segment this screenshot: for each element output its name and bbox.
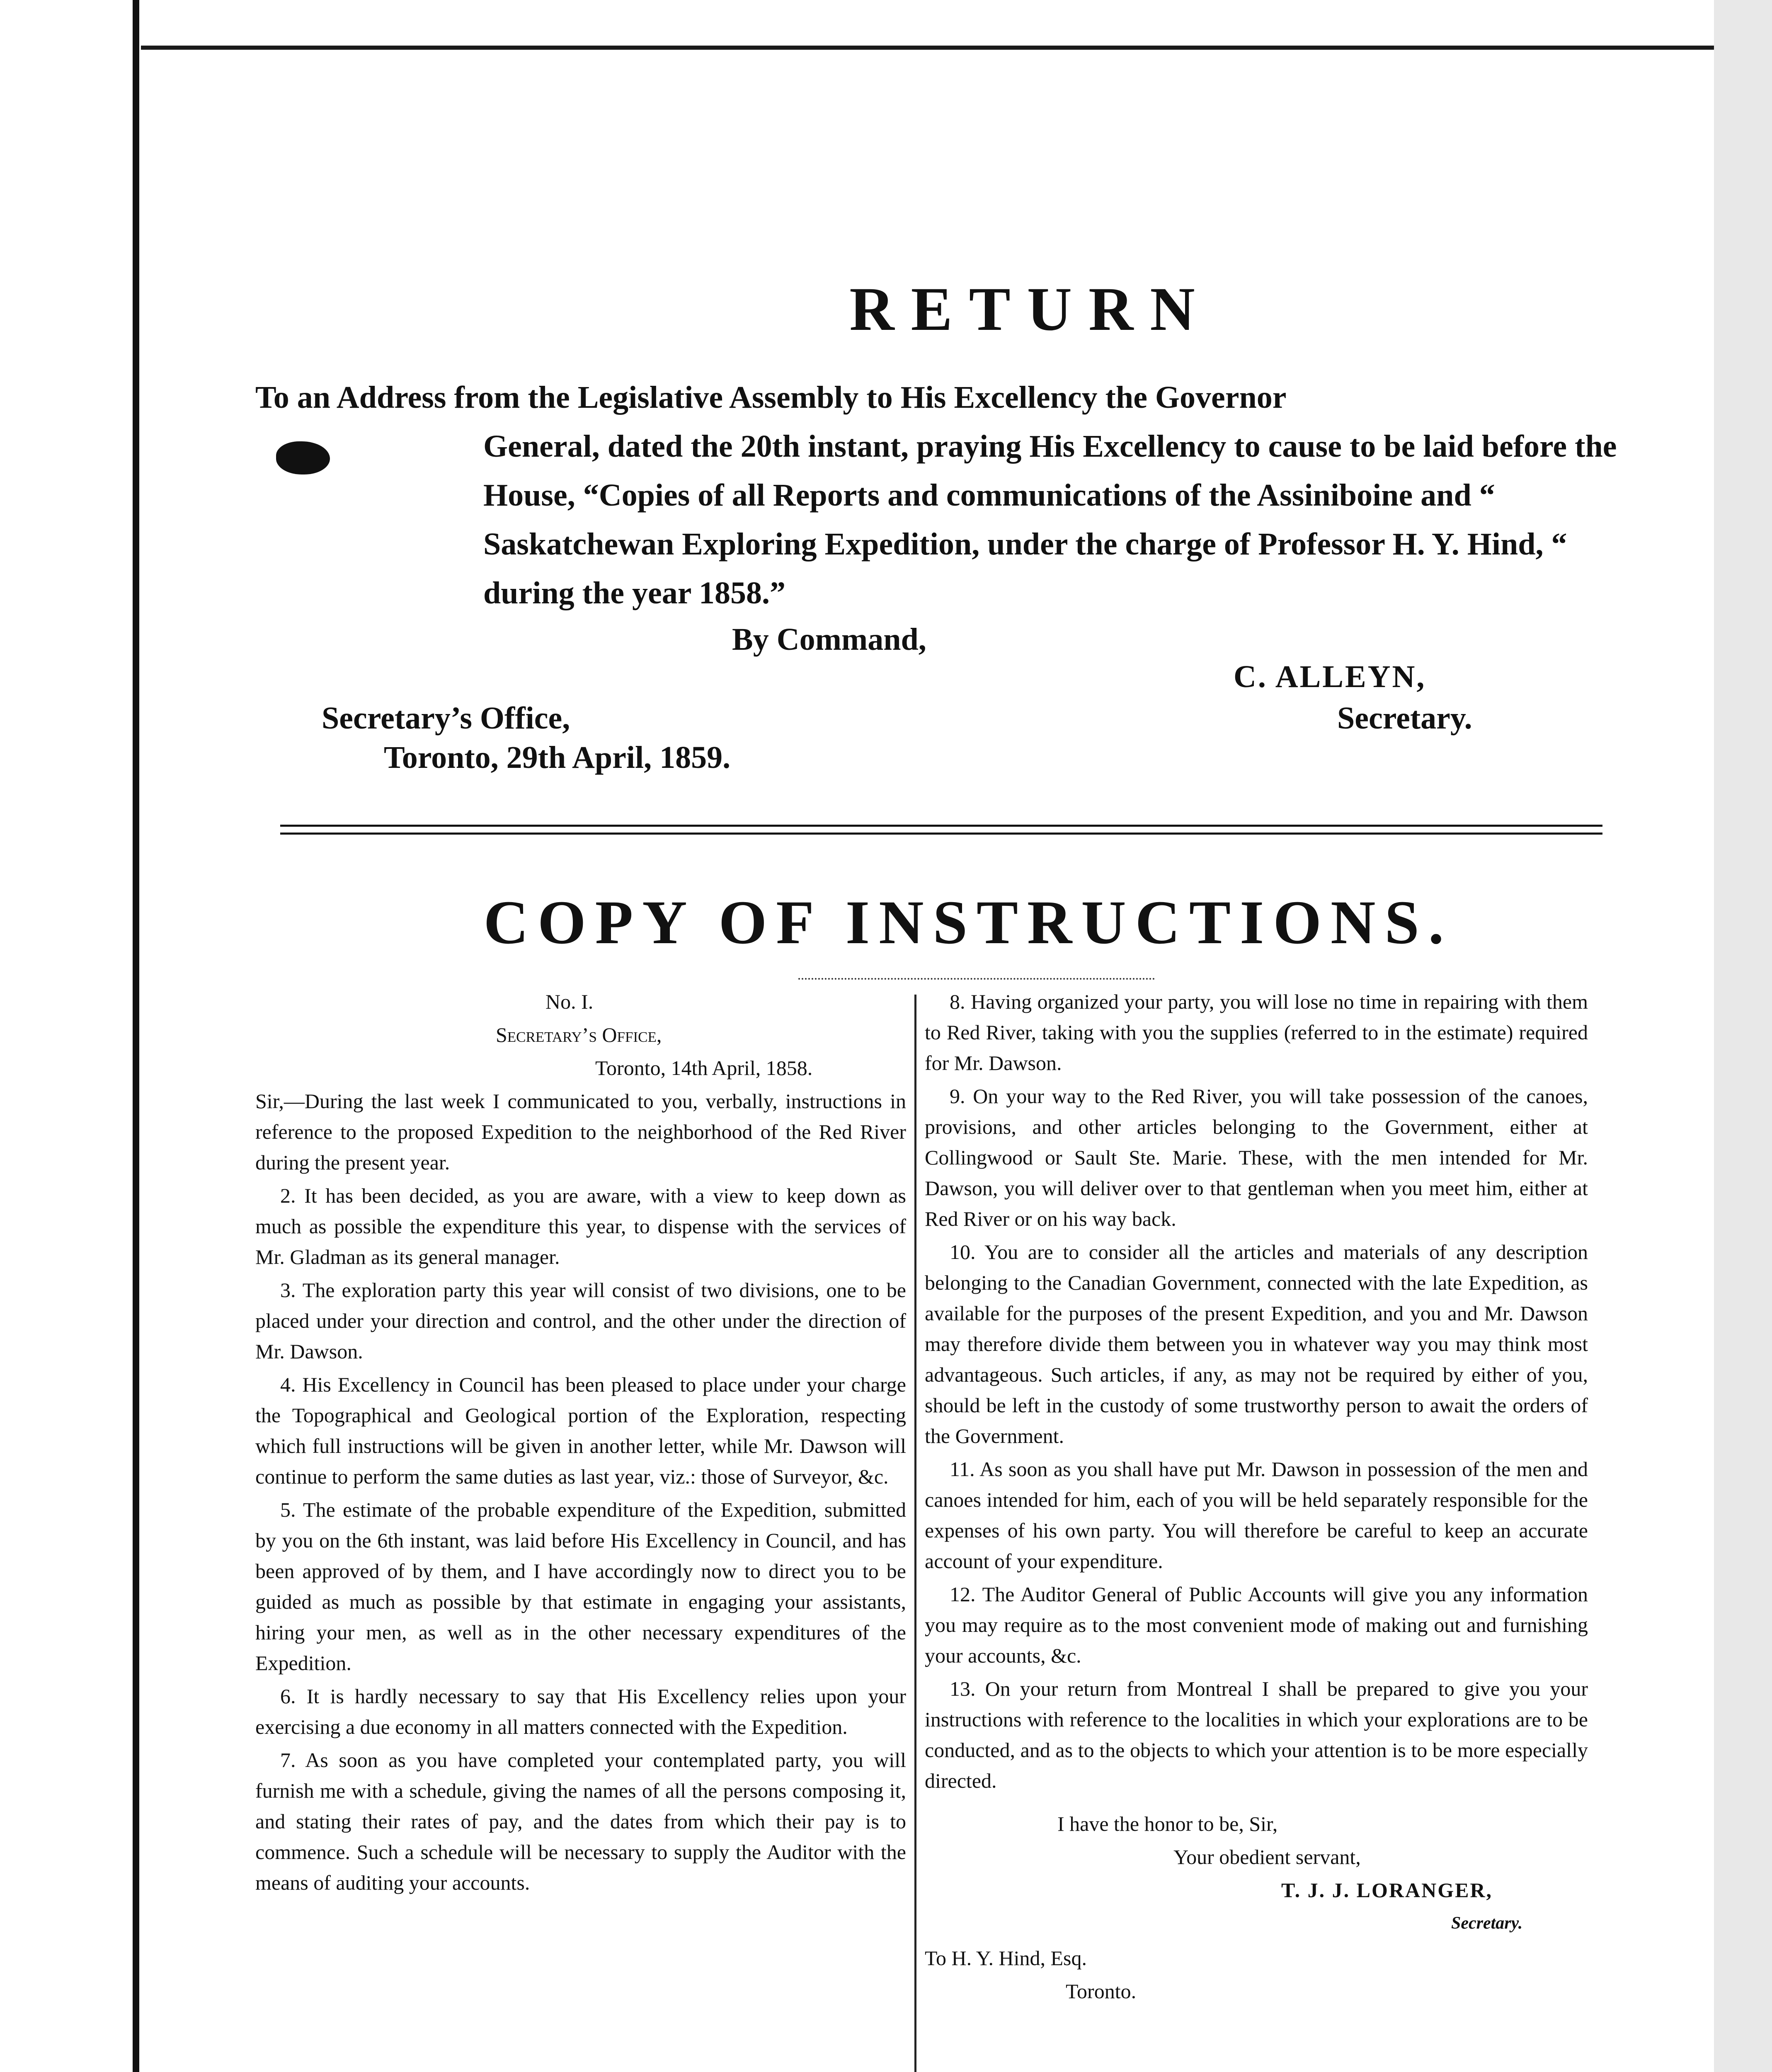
letter-office: Secretary’s Office, <box>496 1023 662 1046</box>
address-continuation: General, dated the 20th instant, praying His Excellency to cause to be laid before the House, “Copies of all Reports and communications of the Assiniboine and “ Saskatchewan Exploring Expedition, under the charge of Professor H. Y. Hind, “ during the year 1858.” <box>483 429 1617 610</box>
left-column <box>255 986 906 1900</box>
document-page <box>139 50 1714 2072</box>
binding-edge-line <box>133 0 139 2072</box>
return-title: RETURN <box>849 275 1212 344</box>
instructions-heading: COPY OF INSTRUCTIONS. <box>483 888 1453 957</box>
paragraph-6: 6. It is hardly necessary to say that His Excellency relies upon your exercising a due economy in all matters connected with the Expedition. <box>255 1685 906 1738</box>
heading-underline <box>798 978 1155 980</box>
office-date: Toronto, 29th April, 1859. <box>384 740 731 775</box>
scan-border-left <box>0 0 141 2072</box>
closing-line-2: Your obedient servant, <box>1173 1845 1361 1869</box>
scan-border-top <box>0 0 1772 50</box>
scan-border-right <box>1714 0 1772 2072</box>
paragraph-12: 12. The Auditor General of Public Accounts will give you any information you may require as to the most convenient mode of making out and furnishing your accounts, &c. <box>925 1583 1588 1667</box>
paragraph-1: Sir,—During the last week I communicated to you, verbally, instructions in reference to the proposed Expedition to the neighborhood of the Red River during the present year. <box>255 1089 906 1174</box>
closing-signer-title: Secretary. <box>1451 1914 1523 1933</box>
address-line-1: To an Address from the Legislative Assembly to His Excellency the Governor <box>255 380 1287 415</box>
signer-name: C. ALLEYN, <box>1234 659 1426 694</box>
by-command: By Command, <box>732 622 926 657</box>
paragraph-8: 8. Having organized your party, you will lose no time in repairing with them to Red River, taking with you the supplies (referred to in the estimate) required for Mr. Dawson. <box>925 990 1588 1075</box>
recipient: To H. Y. Hind, Esq. <box>925 1946 1087 1970</box>
paragraph-7: 7. As soon as you have completed your contemplated party, you will furnish me with a schedule, giving the names of all the persons composing it, and stating their rates of pay, and the dates from which their pay is to commence. Such a schedule will be necessary to supply the Auditor with the means of auditing your accounts. <box>255 1748 906 1894</box>
signer-title: Secretary. <box>1337 701 1472 736</box>
closing-signer: T. J. J. LORANGER, <box>1281 1878 1493 1902</box>
letter-date: Toronto, 14th April, 1858. <box>595 1056 813 1080</box>
column-divider <box>914 995 916 2072</box>
paragraph-10: 10. You are to consider all the articles and materials of any description belonging to the Canadian Government, connected with the late Expedition, as available for the purposes of the present Expedition, and you and Mr. Dawson may therefore divide them between you in whatever way you may think most advantageous. Such articles, if any, as may not be required by either of you, should be left in the custody of some trustworthy person to await the orders of the Government. <box>925 1240 1588 1447</box>
paragraph-2: 2. It has been decided, as you are aware, with a view to keep down as much as possible the expenditure this year, to dispense with the services of Mr. Gladman as its general manager. <box>255 1184 906 1268</box>
letter-closing <box>925 1808 1588 2007</box>
right-column <box>925 986 1588 2009</box>
paragraph-11: 11. As soon as you shall have put Mr. Dawson in possession of the men and canoes intended for him, each of you will be held separately responsible for the expenses of his own party. You will therefore be careful to keep an accurate account of your expenditure. <box>925 1457 1588 1573</box>
paragraph-4: 4. His Excellency in Council has been pleased to place under your charge the Topographical and Geological portion of the Exploration, respecting which full instructions will be given in another letter, while Mr. Dawson will continue to perform the same duties as last year, viz.: those of Surveyor, &c. <box>255 1373 906 1488</box>
closing-line-1: I have the honor to be, Sir, <box>1057 1812 1278 1835</box>
paragraph-13: 13. On your return from Montreal I shall be prepared to give you your instructions with reference to the localities in which your explorations are to be conducted, and as to the objects to which your attention is to be more especially directed. <box>925 1677 1588 1792</box>
double-rule <box>280 825 1602 835</box>
letter-number: No. I. <box>545 990 594 1013</box>
paragraph-5: 5. The estimate of the probable expenditure of the Expedition, submitted by you on the 6th instant, was laid before His Excellency in Council, and has been approved of by them, and I have accordingly now to direct you to be guided as much as possible by that estimate in engaging your assistants, hiring your men, as well as in the other necessary expenditures of the Expedition. <box>255 1498 906 1675</box>
paragraph-9: 9. On your way to the Red River, you will take possession of the canoes, provisions, and other articles belonging to the Government, either at Collingwood or Sault Ste. Marie. These, with the men intended for Mr. Dawson, you will deliver over to that gentleman when you meet him, either at Red River or on his way back. <box>925 1084 1588 1230</box>
address-text <box>255 373 1640 617</box>
recipient-city: Toronto. <box>1066 1980 1137 2003</box>
paragraph-3: 3. The exploration party this year will consist of two divisions, one to be placed under your direction and control, and the other under the direction of Mr. Dawson. <box>255 1278 906 1363</box>
office-line: Secretary’s Office, <box>322 701 570 736</box>
